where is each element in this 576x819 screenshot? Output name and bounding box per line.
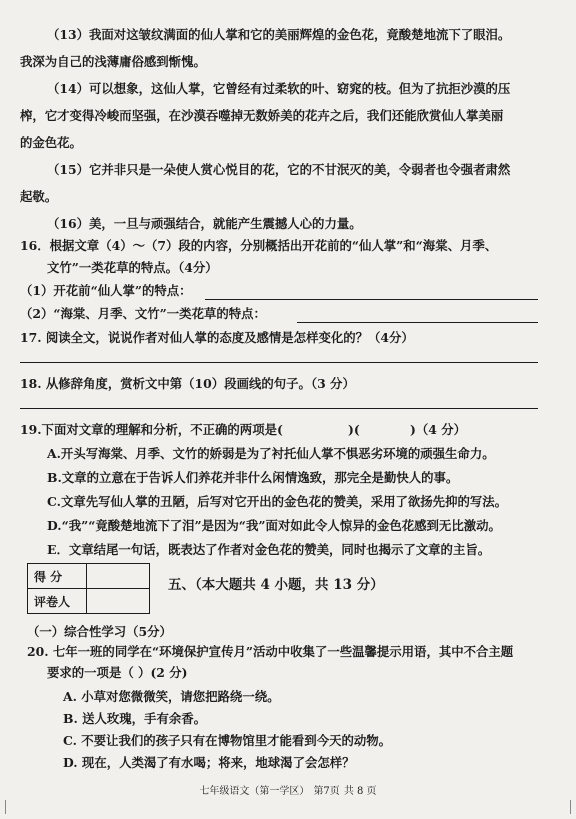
- question-20-line-2: 要求的一项是（ ）(2 分): [47, 665, 188, 680]
- question-20-option-b: B. 送人玫瑰，手有余香。: [63, 711, 207, 726]
- question-17: 17. 阅读全文，说说作者对仙人掌的态度及感情是怎样变化的？（4分）: [20, 330, 414, 345]
- question-16-answer-1-label: （1）开花前“仙人掌”的特点：: [20, 283, 192, 298]
- reviewer-label: 评卷人: [28, 589, 87, 614]
- question-19-option-e: E．文章结尾一句话，既表达了作者对金色花的赞美，同时也揭示了文章的主旨。: [47, 542, 491, 557]
- paragraph-16: （16）美，一旦与顽强结合，就能产生震撼人心的力量。: [47, 216, 362, 231]
- question-18: 18. 从修辞角度，赏析文中第（10）段画线的句子。（3 分）: [20, 376, 355, 391]
- section-5-subsection-1: （一）综合性学习（5分）: [27, 624, 172, 639]
- score-label: 得 分: [28, 564, 87, 589]
- paragraph-15-line-1: （15）它并非只是一朵使人赏心悦目的花，它的不甘泯灭的美，令弱者也令强者肃然: [47, 162, 511, 177]
- question-19-stem-part-3: )（4 分）: [410, 422, 466, 437]
- footer-course: 七年级语文（第一学区）: [199, 786, 310, 797]
- paragraph-15-line-2: 起敬。: [20, 189, 58, 204]
- question-19-stem-part-1: 19.下面对文章的理解和分析，不正确的两项是(: [20, 422, 283, 437]
- question-16-answer-2-label: （2）“海棠、月季、文竹”一类花草的特点：: [20, 306, 266, 321]
- question-19-option-a: A.开头写海棠、月季、文竹的娇弱是为了衬托仙人掌不惧恶劣环境的顽强生命力。: [47, 446, 495, 461]
- right-edge-mark: [570, 800, 571, 814]
- question-19-option-d: D.“我”“竟酸楚地流下了泪”是因为“我”面对如此令人惊异的金色花感到无比激动。: [47, 518, 501, 533]
- page-footer: [0, 782, 576, 797]
- question-16-line-1: 16．根据文章（4）～（7）段的内容，分别概括出开花前的“仙人掌”和“海棠、月季、: [20, 238, 498, 253]
- question-16-answer-2-blank[interactable]: [297, 322, 538, 323]
- paragraph-13-line-2: 我深为自己的浅薄庸俗感到惭愧。: [20, 54, 206, 69]
- reviewer-cell[interactable]: [87, 589, 150, 614]
- question-18-answer-blank[interactable]: [20, 408, 538, 409]
- question-17-answer-blank[interactable]: [20, 362, 538, 363]
- question-20-option-a: A. 小草对您微微笑，请您把路绕一绕。: [63, 689, 280, 704]
- question-20-line-1: 20. 七年一班的同学在“环境保护宣传月”活动中收集了一些温馨提示用语，其中不合主题: [27, 644, 514, 659]
- question-19-option-c: C.文章先写仙人掌的丑陋，后写对它开出的金色花的赞美，采用了欲扬先抑的写法。: [47, 494, 508, 509]
- score-box: [27, 563, 150, 614]
- question-19-option-b: B.文章的立意在于告诉人们养花并非什么闲情逸致，那完全是勤快人的事。: [47, 470, 459, 485]
- section-5-title: 五、（本大题共 4 小题，共 13 分）: [168, 577, 384, 593]
- question-20-option-d: D. 现在，人类渴了有水喝；将来，地球渴了会怎样？: [63, 755, 355, 770]
- paragraph-13-line-1: （13）我面对这皱纹满面的仙人掌和它的美丽辉煌的金色花，竟酸楚地流下了眼泪。: [47, 27, 511, 42]
- score-cell[interactable]: [87, 564, 150, 589]
- paragraph-14-line-3: 的金色花。: [20, 135, 82, 150]
- question-20-option-c: C. 不要让我们的孩子只有在博物馆里才能看到今天的动物。: [63, 733, 392, 748]
- question-16-line-2: 文竹”一类花草的特点。（4分）: [47, 260, 218, 275]
- question-19-stem-part-2: )(: [348, 422, 360, 437]
- paragraph-14-line-1: （14）可以想象，这仙人掌，它曾经有过柔软的叶、窈窕的枝。但为了抗拒沙漠的压: [47, 81, 511, 96]
- left-edge-mark: [5, 800, 6, 814]
- footer-page: 第7页: [313, 786, 340, 797]
- question-16-answer-1-blank[interactable]: [205, 299, 538, 300]
- paragraph-14-line-2: 榨，它才变得冷峻而坚强，在沙漠吞噬掉无数娇美的花卉之后，我们还能欣赏仙人掌美丽: [20, 108, 504, 123]
- footer-total: 共 8 页: [343, 786, 377, 797]
